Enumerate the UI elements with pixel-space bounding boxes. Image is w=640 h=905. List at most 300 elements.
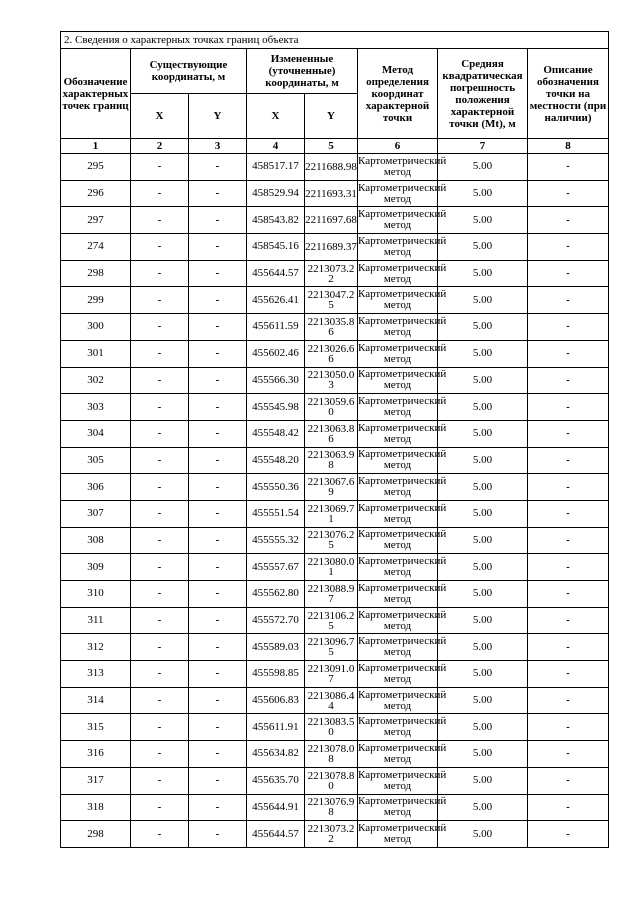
existing-x-cell: - bbox=[131, 687, 189, 714]
description-cell: - bbox=[528, 767, 609, 794]
method-text: Картометрический метод bbox=[358, 368, 447, 392]
error-cell: 5.00 bbox=[438, 607, 528, 634]
x-coordinate-cell: 458529.94 bbox=[247, 180, 305, 207]
method-text: Картометрический метод bbox=[358, 501, 447, 525]
error-cell: 5.00 bbox=[438, 420, 528, 447]
method-text: Картометрический метод bbox=[358, 768, 447, 792]
y-coordinate-text: 2213069.71 bbox=[307, 502, 355, 525]
table-row bbox=[61, 821, 609, 848]
error-cell: 5.00 bbox=[438, 367, 528, 394]
y-coordinate-cell bbox=[305, 474, 358, 501]
description-cell: - bbox=[528, 581, 609, 608]
column-numbers-row bbox=[61, 139, 609, 154]
existing-x-cell: - bbox=[131, 500, 189, 527]
method-text: Картометрический метод bbox=[358, 395, 447, 419]
error-cell: 5.00 bbox=[438, 581, 528, 608]
table-row bbox=[61, 607, 609, 634]
table-row bbox=[61, 687, 609, 714]
point-number-cell: 317 bbox=[61, 767, 131, 794]
method-text: Картометрический метод bbox=[358, 475, 447, 499]
header-changed-y: Y bbox=[305, 94, 358, 139]
header-changed-coordinates: Измененные (уточненные) координаты, м bbox=[247, 49, 358, 94]
header-existing-coordinates: Существующие координаты, м bbox=[131, 49, 247, 94]
existing-y-cell: - bbox=[189, 207, 247, 234]
existing-x-cell: - bbox=[131, 314, 189, 341]
description-cell: - bbox=[528, 661, 609, 688]
table-row bbox=[61, 474, 609, 501]
existing-y-cell: - bbox=[189, 607, 247, 634]
error-cell: 5.00 bbox=[438, 687, 528, 714]
description-cell: - bbox=[528, 794, 609, 821]
point-number-cell: 316 bbox=[61, 741, 131, 768]
y-coordinate-cell bbox=[305, 154, 358, 181]
error-cell: 5.00 bbox=[438, 207, 528, 234]
error-cell: 5.00 bbox=[438, 474, 528, 501]
x-coordinate-cell: 455644.91 bbox=[247, 794, 305, 821]
point-number-cell: 304 bbox=[61, 420, 131, 447]
y-coordinate-cell bbox=[305, 234, 358, 261]
table-row bbox=[61, 314, 609, 341]
method-text: Картометрический метод bbox=[358, 234, 447, 258]
description-cell: - bbox=[528, 180, 609, 207]
existing-x-cell: - bbox=[131, 234, 189, 261]
header-existing-y: Y bbox=[189, 94, 247, 139]
method-cell bbox=[358, 420, 447, 447]
y-coordinate-text: 2213073.22 bbox=[307, 262, 355, 285]
error-cell: 5.00 bbox=[438, 394, 528, 421]
error-cell: 5.00 bbox=[438, 527, 528, 554]
point-number-cell: 307 bbox=[61, 500, 131, 527]
existing-y-cell: - bbox=[189, 394, 247, 421]
existing-x-cell: - bbox=[131, 340, 189, 367]
description-cell: - bbox=[528, 420, 609, 447]
existing-x-cell: - bbox=[131, 741, 189, 768]
error-cell: 5.00 bbox=[438, 500, 528, 527]
existing-y-cell: - bbox=[189, 527, 247, 554]
point-number-cell: 313 bbox=[61, 661, 131, 688]
table-row bbox=[61, 287, 609, 314]
table-row bbox=[61, 180, 609, 207]
error-cell: 5.00 bbox=[438, 554, 528, 581]
description-cell: - bbox=[528, 394, 609, 421]
description-cell: - bbox=[528, 821, 609, 848]
column-number: 1 bbox=[61, 139, 131, 154]
existing-y-cell: - bbox=[189, 447, 247, 474]
table-row bbox=[61, 714, 609, 741]
existing-x-cell: - bbox=[131, 447, 189, 474]
column-number: 5 bbox=[305, 139, 358, 154]
method-text: Картометрический метод bbox=[358, 661, 447, 685]
method-cell bbox=[358, 474, 447, 501]
y-coordinate-cell bbox=[305, 634, 358, 661]
description-cell: - bbox=[528, 287, 609, 314]
y-coordinate-text: 2213059.60 bbox=[307, 396, 355, 419]
method-text: Картометрический метод bbox=[358, 421, 447, 445]
point-number-cell: 302 bbox=[61, 367, 131, 394]
x-coordinate-cell: 458543.82 bbox=[247, 207, 305, 234]
method-cell bbox=[358, 260, 447, 287]
existing-x-cell: - bbox=[131, 607, 189, 634]
method-cell bbox=[358, 687, 447, 714]
method-text: Картометрический метод bbox=[358, 154, 447, 178]
existing-y-cell: - bbox=[189, 340, 247, 367]
table-row bbox=[61, 581, 609, 608]
table-row bbox=[61, 207, 609, 234]
section-title: 2. Сведения о характерных точках границ объекта bbox=[61, 32, 609, 49]
y-coordinate-cell bbox=[305, 287, 358, 314]
table-row bbox=[61, 420, 609, 447]
description-cell: - bbox=[528, 527, 609, 554]
point-number-cell: 298 bbox=[61, 821, 131, 848]
method-cell bbox=[358, 527, 447, 554]
table-row bbox=[61, 340, 609, 367]
existing-y-cell: - bbox=[189, 634, 247, 661]
point-number-cell: 311 bbox=[61, 607, 131, 634]
y-coordinate-cell bbox=[305, 687, 358, 714]
error-cell: 5.00 bbox=[438, 714, 528, 741]
y-coordinate-text: 2213047.25 bbox=[307, 289, 355, 312]
existing-y-cell: - bbox=[189, 420, 247, 447]
method-cell bbox=[358, 714, 447, 741]
y-coordinate-cell bbox=[305, 207, 358, 234]
y-coordinate-text: 2213035.86 bbox=[307, 315, 355, 338]
point-number-cell: 306 bbox=[61, 474, 131, 501]
header-existing-x: X bbox=[131, 94, 189, 139]
description-cell: - bbox=[528, 447, 609, 474]
error-cell: 5.00 bbox=[438, 154, 528, 181]
existing-y-cell: - bbox=[189, 180, 247, 207]
method-cell bbox=[358, 767, 447, 794]
table-row bbox=[61, 634, 609, 661]
header-description: Описание обозначения точки на местности (при наличии) bbox=[528, 49, 609, 139]
y-coordinate-text: 2213076.25 bbox=[307, 529, 355, 552]
table-row bbox=[61, 554, 609, 581]
point-number-cell: 300 bbox=[61, 314, 131, 341]
description-cell: - bbox=[528, 234, 609, 261]
existing-y-cell: - bbox=[189, 661, 247, 688]
y-coordinate-cell bbox=[305, 420, 358, 447]
description-cell: - bbox=[528, 607, 609, 634]
y-coordinate-cell bbox=[305, 500, 358, 527]
method-text: Картометрический метод bbox=[358, 208, 447, 232]
point-number-cell: 299 bbox=[61, 287, 131, 314]
y-coordinate-text: 2213078.08 bbox=[307, 742, 355, 765]
x-coordinate-cell: 458517.17 bbox=[247, 154, 305, 181]
y-coordinate-cell bbox=[305, 794, 358, 821]
x-coordinate-cell: 455545.98 bbox=[247, 394, 305, 421]
method-text: Картометрический метод bbox=[358, 261, 447, 285]
point-number-cell: 312 bbox=[61, 634, 131, 661]
table-row bbox=[61, 500, 609, 527]
method-text: Картометрический метод bbox=[358, 741, 447, 765]
y-coordinate-cell bbox=[305, 394, 358, 421]
point-number-cell: 303 bbox=[61, 394, 131, 421]
existing-x-cell: - bbox=[131, 581, 189, 608]
method-cell bbox=[358, 607, 447, 634]
existing-y-cell: - bbox=[189, 260, 247, 287]
y-coordinate-cell bbox=[305, 314, 358, 341]
method-cell bbox=[358, 367, 447, 394]
point-number-cell: 301 bbox=[61, 340, 131, 367]
x-coordinate-cell: 455555.32 bbox=[247, 527, 305, 554]
method-cell bbox=[358, 340, 447, 367]
error-cell: 5.00 bbox=[438, 794, 528, 821]
existing-y-cell: - bbox=[189, 234, 247, 261]
description-cell: - bbox=[528, 474, 609, 501]
error-cell: 5.00 bbox=[438, 741, 528, 768]
method-cell bbox=[358, 661, 447, 688]
method-text: Картометрический метод bbox=[358, 555, 447, 579]
x-coordinate-cell: 455644.57 bbox=[247, 260, 305, 287]
error-cell: 5.00 bbox=[438, 287, 528, 314]
method-text: Картометрический метод bbox=[358, 288, 447, 312]
point-number-cell: 315 bbox=[61, 714, 131, 741]
method-cell bbox=[358, 287, 447, 314]
points-table-body bbox=[61, 154, 609, 848]
x-coordinate-cell: 455566.30 bbox=[247, 367, 305, 394]
point-number-cell: 298 bbox=[61, 260, 131, 287]
point-number-cell: 296 bbox=[61, 180, 131, 207]
column-number: 7 bbox=[438, 139, 528, 154]
existing-y-cell: - bbox=[189, 821, 247, 848]
column-number: 3 bbox=[189, 139, 247, 154]
existing-x-cell: - bbox=[131, 180, 189, 207]
y-coordinate-cell bbox=[305, 607, 358, 634]
method-cell bbox=[358, 234, 447, 261]
column-number: 4 bbox=[247, 139, 305, 154]
description-cell: - bbox=[528, 367, 609, 394]
table-row bbox=[61, 527, 609, 554]
existing-x-cell: - bbox=[131, 554, 189, 581]
method-cell bbox=[358, 447, 447, 474]
error-cell: 5.00 bbox=[438, 634, 528, 661]
description-cell: - bbox=[528, 741, 609, 768]
method-cell bbox=[358, 741, 447, 768]
point-number-cell: 314 bbox=[61, 687, 131, 714]
method-text: Картометрический метод bbox=[358, 181, 447, 205]
y-coordinate-cell bbox=[305, 527, 358, 554]
points-table bbox=[60, 31, 609, 848]
existing-x-cell: - bbox=[131, 527, 189, 554]
y-coordinate-text: 2211697.68 bbox=[305, 214, 357, 227]
existing-y-cell: - bbox=[189, 367, 247, 394]
error-cell: 5.00 bbox=[438, 340, 528, 367]
table-row bbox=[61, 794, 609, 821]
existing-y-cell: - bbox=[189, 287, 247, 314]
existing-x-cell: - bbox=[131, 367, 189, 394]
y-coordinate-text: 2213091.07 bbox=[307, 662, 355, 685]
point-number-cell: 305 bbox=[61, 447, 131, 474]
existing-x-cell: - bbox=[131, 634, 189, 661]
error-cell: 5.00 bbox=[438, 260, 528, 287]
method-text: Картометрический метод bbox=[358, 608, 447, 632]
y-coordinate-text: 2213078.80 bbox=[307, 769, 355, 792]
y-coordinate-cell bbox=[305, 554, 358, 581]
y-coordinate-text: 2213080.01 bbox=[307, 556, 355, 579]
y-coordinate-cell bbox=[305, 741, 358, 768]
existing-y-cell: - bbox=[189, 687, 247, 714]
error-cell: 5.00 bbox=[438, 447, 528, 474]
x-coordinate-cell: 455572.70 bbox=[247, 607, 305, 634]
existing-y-cell: - bbox=[189, 714, 247, 741]
y-coordinate-text: 2213063.86 bbox=[307, 422, 355, 445]
y-coordinate-cell bbox=[305, 367, 358, 394]
method-cell bbox=[358, 794, 447, 821]
header-changed-x: X bbox=[247, 94, 305, 139]
table-row bbox=[61, 741, 609, 768]
existing-x-cell: - bbox=[131, 474, 189, 501]
y-coordinate-text: 2213086.44 bbox=[307, 689, 355, 712]
y-coordinate-text: 2213106.25 bbox=[307, 609, 355, 632]
x-coordinate-cell: 455548.20 bbox=[247, 447, 305, 474]
x-coordinate-cell: 455602.46 bbox=[247, 340, 305, 367]
header-error: Средняя квадратическая погрешность положения характерной точки (Mt), м bbox=[438, 49, 528, 139]
x-coordinate-cell: 458545.16 bbox=[247, 234, 305, 261]
table-row bbox=[61, 367, 609, 394]
table-row bbox=[61, 234, 609, 261]
description-cell: - bbox=[528, 634, 609, 661]
x-coordinate-cell: 455557.67 bbox=[247, 554, 305, 581]
point-number-cell: 274 bbox=[61, 234, 131, 261]
x-coordinate-cell: 455644.57 bbox=[247, 821, 305, 848]
y-coordinate-text: 2211693.31 bbox=[305, 187, 357, 200]
method-text: Картометрический метод bbox=[358, 795, 447, 819]
existing-x-cell: - bbox=[131, 287, 189, 314]
y-coordinate-cell bbox=[305, 767, 358, 794]
point-number-cell: 297 bbox=[61, 207, 131, 234]
point-number-cell: 310 bbox=[61, 581, 131, 608]
y-coordinate-cell bbox=[305, 661, 358, 688]
description-cell: - bbox=[528, 340, 609, 367]
x-coordinate-cell: 455606.83 bbox=[247, 687, 305, 714]
table-row bbox=[61, 447, 609, 474]
existing-y-cell: - bbox=[189, 741, 247, 768]
error-cell: 5.00 bbox=[438, 180, 528, 207]
method-text: Картометрический метод bbox=[358, 822, 447, 846]
y-coordinate-text: 2211688.98 bbox=[305, 160, 357, 173]
y-coordinate-text: 2213076.98 bbox=[307, 796, 355, 819]
y-coordinate-text: 2213096.75 bbox=[307, 636, 355, 659]
y-coordinate-text: 2213063.98 bbox=[307, 449, 355, 472]
y-coordinate-text: 2213026.66 bbox=[307, 342, 355, 365]
method-cell bbox=[358, 554, 447, 581]
existing-y-cell: - bbox=[189, 794, 247, 821]
existing-x-cell: - bbox=[131, 394, 189, 421]
x-coordinate-cell: 455635.70 bbox=[247, 767, 305, 794]
y-coordinate-text: 2213067.69 bbox=[307, 476, 355, 499]
point-number-cell: 295 bbox=[61, 154, 131, 181]
method-cell bbox=[358, 394, 447, 421]
x-coordinate-cell: 455548.42 bbox=[247, 420, 305, 447]
x-coordinate-cell: 455551.54 bbox=[247, 500, 305, 527]
existing-y-cell: - bbox=[189, 314, 247, 341]
method-text: Картометрический метод bbox=[358, 581, 447, 605]
existing-x-cell: - bbox=[131, 260, 189, 287]
x-coordinate-cell: 455550.36 bbox=[247, 474, 305, 501]
description-cell: - bbox=[528, 207, 609, 234]
description-cell: - bbox=[528, 714, 609, 741]
table-row bbox=[61, 767, 609, 794]
error-cell: 5.00 bbox=[438, 234, 528, 261]
existing-y-cell: - bbox=[189, 474, 247, 501]
description-cell: - bbox=[528, 554, 609, 581]
error-cell: 5.00 bbox=[438, 767, 528, 794]
error-cell: 5.00 bbox=[438, 314, 528, 341]
error-cell: 5.00 bbox=[438, 821, 528, 848]
existing-x-cell: - bbox=[131, 207, 189, 234]
existing-y-cell: - bbox=[189, 581, 247, 608]
method-cell bbox=[358, 314, 447, 341]
table-row bbox=[61, 661, 609, 688]
existing-x-cell: - bbox=[131, 767, 189, 794]
x-coordinate-cell: 455626.41 bbox=[247, 287, 305, 314]
x-coordinate-cell: 455634.82 bbox=[247, 741, 305, 768]
method-cell bbox=[358, 581, 447, 608]
method-cell bbox=[358, 154, 447, 181]
method-text: Картометрический метод bbox=[358, 635, 447, 659]
existing-y-cell: - bbox=[189, 500, 247, 527]
method-cell bbox=[358, 821, 447, 848]
description-cell: - bbox=[528, 500, 609, 527]
y-coordinate-cell bbox=[305, 180, 358, 207]
method-text: Картометрический метод bbox=[358, 688, 447, 712]
header-point-designation: Обозначение характерных точек границ bbox=[61, 49, 131, 139]
y-coordinate-text: 2211689.37 bbox=[305, 240, 357, 253]
description-cell: - bbox=[528, 154, 609, 181]
description-cell: - bbox=[528, 260, 609, 287]
method-text: Картометрический метод bbox=[358, 715, 447, 739]
y-coordinate-cell bbox=[305, 260, 358, 287]
existing-x-cell: - bbox=[131, 154, 189, 181]
existing-x-cell: - bbox=[131, 821, 189, 848]
existing-x-cell: - bbox=[131, 420, 189, 447]
x-coordinate-cell: 455598.85 bbox=[247, 661, 305, 688]
existing-y-cell: - bbox=[189, 154, 247, 181]
existing-x-cell: - bbox=[131, 714, 189, 741]
method-cell bbox=[358, 180, 447, 207]
y-coordinate-cell bbox=[305, 581, 358, 608]
point-number-cell: 308 bbox=[61, 527, 131, 554]
description-cell: - bbox=[528, 687, 609, 714]
table-row bbox=[61, 394, 609, 421]
table-row bbox=[61, 260, 609, 287]
y-coordinate-cell bbox=[305, 447, 358, 474]
y-coordinate-cell bbox=[305, 714, 358, 741]
table-row bbox=[61, 154, 609, 181]
description-cell: - bbox=[528, 314, 609, 341]
point-number-cell: 309 bbox=[61, 554, 131, 581]
y-coordinate-text: 2213088.97 bbox=[307, 582, 355, 605]
y-coordinate-text: 2213073.22 bbox=[307, 823, 355, 846]
method-cell bbox=[358, 500, 447, 527]
y-coordinate-cell bbox=[305, 340, 358, 367]
x-coordinate-cell: 455589.03 bbox=[247, 634, 305, 661]
existing-y-cell: - bbox=[189, 767, 247, 794]
point-number-cell: 318 bbox=[61, 794, 131, 821]
x-coordinate-cell: 455611.91 bbox=[247, 714, 305, 741]
existing-y-cell: - bbox=[189, 554, 247, 581]
method-text: Картометрический метод bbox=[358, 528, 447, 552]
existing-x-cell: - bbox=[131, 794, 189, 821]
method-text: Картометрический метод bbox=[358, 341, 447, 365]
y-coordinate-text: 2213083.50 bbox=[307, 716, 355, 739]
y-coordinate-text: 2213050.03 bbox=[307, 369, 355, 392]
existing-x-cell: - bbox=[131, 661, 189, 688]
y-coordinate-cell bbox=[305, 821, 358, 848]
method-cell bbox=[358, 634, 447, 661]
x-coordinate-cell: 455562.80 bbox=[247, 581, 305, 608]
x-coordinate-cell: 455611.59 bbox=[247, 314, 305, 341]
